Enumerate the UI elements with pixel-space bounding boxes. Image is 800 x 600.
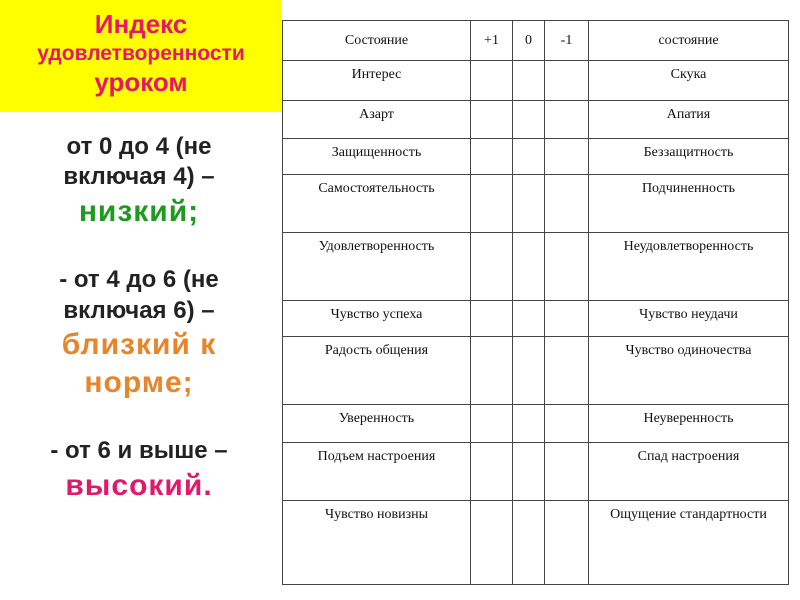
score-cell-minus[interactable] (545, 501, 589, 585)
range-high-level: высокий. (65, 468, 213, 502)
score-cell-minus[interactable] (545, 301, 589, 337)
negative-state-cell: Скука (589, 61, 789, 101)
range-high-text: - от 6 и выше – (50, 437, 228, 465)
positive-state-cell: Подъем настроения (283, 443, 471, 501)
positive-state-cell: Уверенность (283, 405, 471, 443)
positive-state-cell: Азарт (283, 101, 471, 139)
negative-state-cell: Неудовлетворенность (589, 233, 789, 301)
score-cell-minus[interactable] (545, 233, 589, 301)
table-row (283, 443, 789, 501)
positive-state-cell: Чувство новизны (283, 501, 471, 585)
score-cell-minus[interactable] (545, 337, 589, 405)
table-row (283, 337, 789, 405)
positive-state-cell: Самостоятельность (283, 175, 471, 233)
header-state-positive: Состояние (283, 21, 471, 61)
negative-state-cell: Спад настроения (589, 443, 789, 501)
score-cell-minus[interactable] (545, 405, 589, 443)
table-row (283, 501, 789, 585)
table-row (283, 233, 789, 301)
table-row (283, 301, 789, 337)
score-cell-minus[interactable] (545, 443, 589, 501)
header-plus-one: +1 (471, 21, 513, 61)
score-cell-zero[interactable] (513, 61, 545, 101)
header-zero: 0 (513, 21, 545, 61)
score-cell-plus[interactable] (471, 139, 513, 175)
table-header-row (283, 21, 789, 61)
score-cell-minus[interactable] (545, 175, 589, 233)
negative-state-cell: Беззащитность (589, 139, 789, 175)
table-row (283, 101, 789, 139)
score-cell-zero[interactable] (513, 405, 545, 443)
score-cell-plus[interactable] (471, 501, 513, 585)
title-line-3: уроком (94, 67, 188, 98)
positive-state-cell: Удовлетворенность (283, 233, 471, 301)
negative-state-cell: Неуверенность (589, 405, 789, 443)
range-low-text: от 0 до 4 (не включая 4) – (63, 133, 215, 191)
title-line-1: Индекс (94, 9, 188, 39)
table-row (283, 175, 789, 233)
score-cell-plus[interactable] (471, 301, 513, 337)
header-minus-one: -1 (545, 21, 589, 61)
score-cell-zero[interactable] (513, 501, 545, 585)
header-state-negative: состояние (589, 21, 789, 61)
score-cell-plus[interactable] (471, 175, 513, 233)
table-row (283, 139, 789, 175)
positive-state-cell: Чувство успеха (283, 301, 471, 337)
title-banner (0, 0, 282, 112)
score-cell-minus[interactable] (545, 61, 589, 101)
satisfaction-table (282, 20, 789, 585)
score-cell-plus[interactable] (471, 405, 513, 443)
score-cell-zero[interactable] (513, 233, 545, 301)
positive-state-cell: Радость общения (283, 337, 471, 405)
score-cell-minus[interactable] (545, 101, 589, 139)
score-cell-zero[interactable] (513, 175, 545, 233)
score-cell-plus[interactable] (471, 233, 513, 301)
negative-state-cell: Чувство неудачи (589, 301, 789, 337)
range-near-text: - от 4 до 6 (не включая 6) – (59, 266, 219, 324)
range-near-level: близкий к норме; (61, 327, 217, 400)
score-legend (14, 132, 264, 505)
positive-state-cell: Защищенность (283, 139, 471, 175)
range-low-level: низкий; (78, 194, 200, 228)
negative-state-cell: Подчиненность (589, 175, 789, 233)
score-cell-plus[interactable] (471, 337, 513, 405)
table-row (283, 405, 789, 443)
score-cell-zero[interactable] (513, 443, 545, 501)
score-cell-minus[interactable] (545, 139, 589, 175)
score-cell-zero[interactable] (513, 139, 545, 175)
score-cell-plus[interactable] (471, 443, 513, 501)
score-cell-plus[interactable] (471, 101, 513, 139)
negative-state-cell: Апатия (589, 101, 789, 139)
positive-state-cell: Интерес (283, 61, 471, 101)
score-cell-plus[interactable] (471, 61, 513, 101)
negative-state-cell: Ощущение стандартности (589, 501, 789, 585)
title-line-2: удовлетворенности (37, 41, 245, 65)
score-cell-zero[interactable] (513, 301, 545, 337)
score-cell-zero[interactable] (513, 337, 545, 405)
score-cell-zero[interactable] (513, 101, 545, 139)
table-row (283, 61, 789, 101)
negative-state-cell: Чувство одиночества (589, 337, 789, 405)
